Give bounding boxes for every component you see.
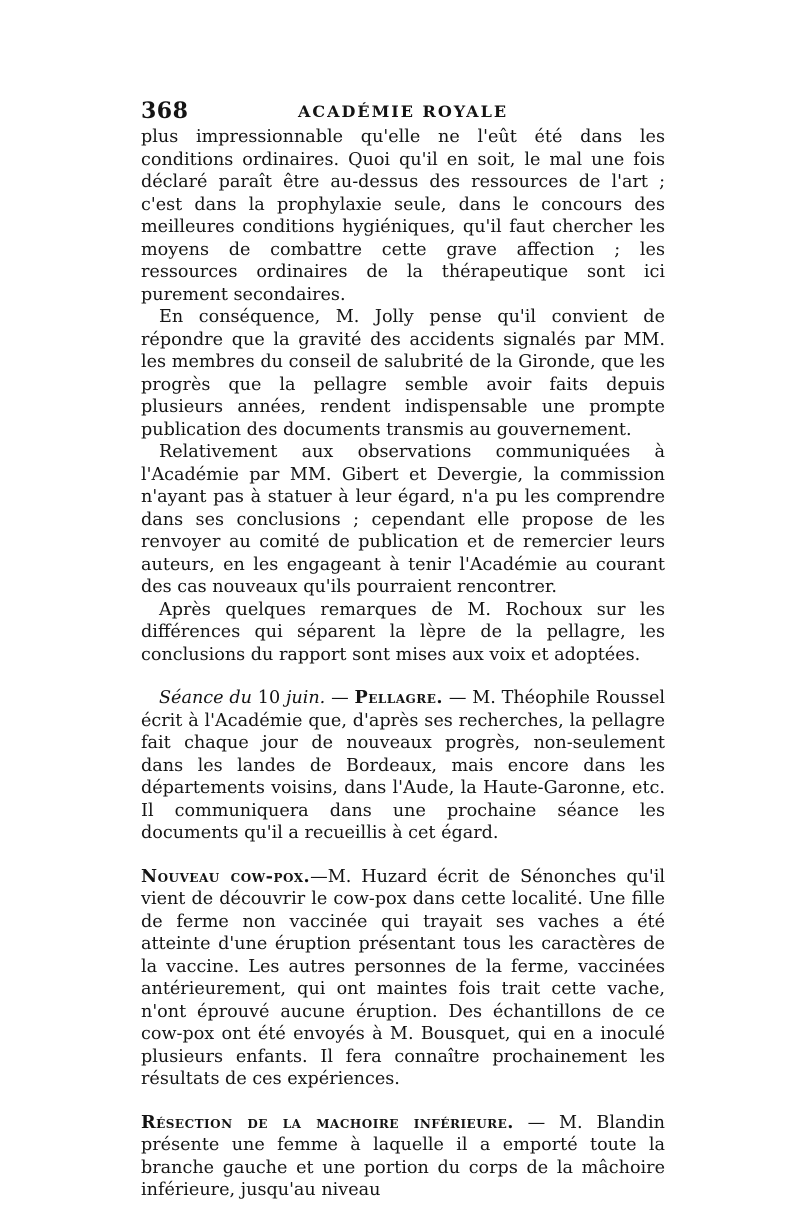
paragraph-jolly-conclusion [141, 306, 665, 441]
paragraph-resection [141, 1112, 665, 1202]
section-gap [141, 666, 665, 687]
paragraph-text: En conséquence, M. Jolly pense qu'il convient de répondre que la gravité des accidents signalés par MM. les membres du conseil de salubrité de la Gironde, que les progrès que la pellagre semble avoir faits depuis plusieurs années, rendent indispensable une prompte publication des documents transmis au gouvernement. [141, 307, 665, 440]
section-gap [141, 1091, 665, 1112]
section-gap [141, 845, 665, 866]
paragraph-text: plus impressionnable qu'elle ne l'eût été dans les conditions ordinaires. Quoi qu'il en soit, le mal une fois déclaré paraît être au-dessus des ressources de l'art ; c'est dans la prophylaxie seule, dans le concours des meilleures conditions hygiéniques, qu'il faut chercher les moyens de combattre cette grave affection ; les ressources ordinaires de la thérapeutique sont ici purement secondaires. [141, 127, 665, 305]
session-day: 10 [257, 688, 281, 708]
paragraph-seance-pellagre [141, 687, 665, 845]
paragraph-text: Relativement aux observations communiquées à l'Académie par MM. Gibert et Devergie, la commission n'ayant pas à statuer à leur égard, n'a pu les comprendre dans ses conclusions ; cependant elle propose de les renvoyer au comité de publication et de remercier leurs auteurs, en les engageant à tenir l'Académie au courant des cas nouveaux qu'ils pourraient rencontrer. [141, 442, 665, 597]
paragraph-text: M. Huzard écrit de Sénonches qu'il vient de découvrir le cow-pox dans cette localité. Une fille de ferme non vaccinée qui trayait ses vaches a été atteinte d'une éruption présentant tous les caractères de la vaccine. Les autres personnes de la ferme, vaccinées antérieurement, qui ont maintes fois trait cette vache, n'ont éprouvé aucune éruption. Des échantillons de ce cow-pox ont été envoyés à M. Bousquet, qui en a inoculé plusieurs enfants. Il fera connaître prochainement les résultats de ces expériences. [141, 866, 665, 1089]
dash: — [513, 1112, 560, 1133]
paragraph-cow-pox [141, 866, 665, 1091]
session-month: juin. [285, 688, 326, 708]
section-heading-cow-pox: Nouveau cow-pox. [141, 865, 311, 887]
paragraph-text: M. Blandin présente une femme à laquelle il a emporté toute la branche gauche et une portion du corps de la mâchoire inférieure, jusqu'au niveau [141, 1112, 665, 1200]
dash: — [443, 688, 473, 708]
page-body [141, 126, 665, 1202]
paragraph-text: M. Théophile Roussel écrit à l'Académie que, d'après ses recherches, la pellagre fait chaque jour de nouveaux progrès, non-seulement dans les landes de Bordeaux, mais encore dans les départements voisins, dans l'Aude, la Haute-Garonne, etc. Il communiquera dans une prochaine séance les documents qu'il a recueillis à cet égard. [141, 688, 666, 843]
paragraph-continuation [141, 126, 665, 306]
page-header [141, 98, 665, 126]
paragraph-gibert-devergie [141, 441, 665, 599]
paragraph-text: Après quelques remarques de M. Rochoux sur les différences qui séparent la lèpre de la pellagre, les conclusions du rapport sont mises aux voix et adoptées. [141, 599, 665, 665]
dash: — [325, 688, 355, 708]
dash: — [310, 866, 328, 887]
session-label: Séance du [159, 688, 252, 708]
section-heading-pellagre: Pellagre. [354, 687, 444, 708]
running-title: ACADÉMIE ROYALE [297, 102, 509, 121]
paragraph-rochoux [141, 599, 665, 667]
section-heading-resection: Résection de la machoire inférieure. [141, 1111, 514, 1133]
page-number: 368 [141, 98, 189, 124]
